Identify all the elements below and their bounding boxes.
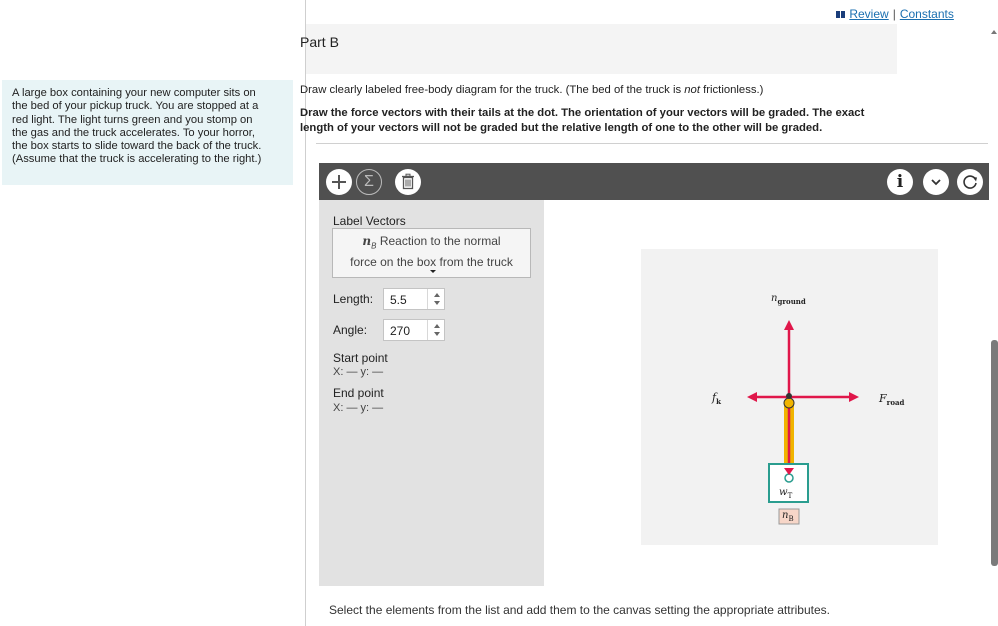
vector-label-dropdown[interactable] bbox=[332, 228, 531, 278]
instruction-text: Draw clearly labeled free-body diagram for the truck. (The bed of the truck is bbox=[300, 84, 685, 96]
problem-line: the box starts to slide toward the back of the truck. bbox=[12, 140, 262, 153]
dropdown-text: Reaction to the normal bbox=[376, 234, 501, 248]
f-road-sub: road bbox=[886, 398, 905, 408]
instruction-text: frictionless.) bbox=[699, 84, 764, 96]
review-icon bbox=[841, 11, 845, 18]
canvas-hint: Select the elements from the list and add them to the canvas setting the appropriate attributes. bbox=[329, 603, 830, 617]
n-b-sub: B bbox=[788, 515, 794, 523]
scrollbar-thumb[interactable] bbox=[991, 340, 998, 566]
part-header bbox=[300, 24, 897, 74]
free-body-diagram[interactable] bbox=[641, 249, 938, 545]
end-point-label: End point bbox=[333, 386, 384, 400]
sigma-icon[interactable]: Σ bbox=[356, 169, 382, 195]
review-icon bbox=[836, 11, 840, 18]
length-input[interactable] bbox=[383, 288, 445, 310]
f-k-sub: k bbox=[716, 397, 721, 407]
n-ground-arrowhead bbox=[784, 320, 794, 330]
instruction-emphasis: not bbox=[684, 84, 700, 96]
instruction-line bbox=[300, 84, 763, 96]
instruction-bold bbox=[300, 106, 864, 136]
angle-value: 270 bbox=[390, 324, 411, 338]
instruction-line: Draw the force vectors with their tails at the dot. The orientation of your vectors will be graded. The exact bbox=[300, 107, 865, 119]
start-point-coords: X: — y: — bbox=[333, 366, 384, 378]
info-icon[interactable]: i bbox=[887, 169, 913, 195]
end-point-coords: X: — y: — bbox=[333, 402, 384, 414]
w-t-symbol: w bbox=[779, 487, 788, 498]
length-stepper[interactable] bbox=[427, 289, 446, 309]
problem-line: the bed of your pickup truck. You are stopped at a bbox=[12, 100, 259, 113]
f-road-arrowhead bbox=[849, 392, 859, 402]
origin-point bbox=[786, 393, 792, 399]
f-k-label bbox=[712, 391, 721, 406]
angle-stepper[interactable] bbox=[427, 320, 446, 340]
dropdown-line-1 bbox=[333, 233, 530, 254]
w-t-sub: T bbox=[787, 492, 793, 500]
top-links bbox=[836, 7, 954, 21]
problem-line: the gas and the truck accelerates. To your horror, bbox=[12, 126, 255, 139]
start-point-label: Start point bbox=[333, 351, 388, 365]
f-k-symbol: f bbox=[712, 391, 717, 404]
w-t-handle[interactable] bbox=[785, 474, 793, 482]
scroll-up-icon[interactable] bbox=[991, 30, 997, 34]
angle-label: Angle: bbox=[333, 323, 368, 337]
n-ground-sub: ground bbox=[777, 297, 806, 306]
origin-dot[interactable] bbox=[784, 398, 794, 408]
trash-icon[interactable] bbox=[395, 169, 421, 195]
problem-line: red light. The light turns green and you stomp on bbox=[12, 113, 253, 126]
constants-link[interactable]: Constants bbox=[899, 7, 954, 21]
problem-line: (Assume that the truck is accelerating to the right.) bbox=[12, 153, 262, 166]
f-road-symbol: F bbox=[879, 392, 887, 405]
w-t-label bbox=[779, 487, 792, 500]
length-value: 5.5 bbox=[390, 293, 407, 307]
reset-icon-svg bbox=[957, 169, 983, 195]
length-label: Length: bbox=[333, 292, 374, 306]
part-title: Part B bbox=[300, 34, 339, 50]
n-ground-label bbox=[771, 293, 806, 306]
n-b-symbol: n bbox=[782, 510, 789, 521]
divider bbox=[316, 143, 988, 144]
reset-icon[interactable] bbox=[957, 169, 983, 195]
dropdown-text: force on the box from the truck bbox=[350, 255, 513, 270]
f-road-label bbox=[879, 392, 904, 407]
chevron-down-svg bbox=[923, 169, 949, 195]
add-icon[interactable] bbox=[326, 169, 352, 195]
caret-down-icon bbox=[430, 270, 436, 273]
vector-symbol: n bbox=[362, 234, 372, 248]
n-b-label bbox=[782, 510, 794, 523]
f-k-arrowhead bbox=[747, 392, 757, 402]
review-link[interactable]: Review bbox=[849, 7, 889, 21]
label-vectors-heading: Label Vectors bbox=[333, 214, 406, 228]
angle-input[interactable] bbox=[383, 319, 445, 341]
problem-statement bbox=[2, 80, 293, 185]
n-ground-symbol: n bbox=[771, 293, 778, 304]
trash-icon-svg bbox=[395, 169, 421, 195]
chevron-down-icon[interactable] bbox=[923, 169, 949, 195]
toolbar bbox=[319, 163, 989, 200]
instruction-line: length of your vectors will not be graded but the relative length of one to the other will be graded. bbox=[300, 122, 823, 134]
link-separator: | bbox=[892, 7, 896, 21]
problem-line: A large box containing your new computer sits on bbox=[12, 87, 256, 99]
vector-symbol-sub: B bbox=[371, 241, 377, 251]
